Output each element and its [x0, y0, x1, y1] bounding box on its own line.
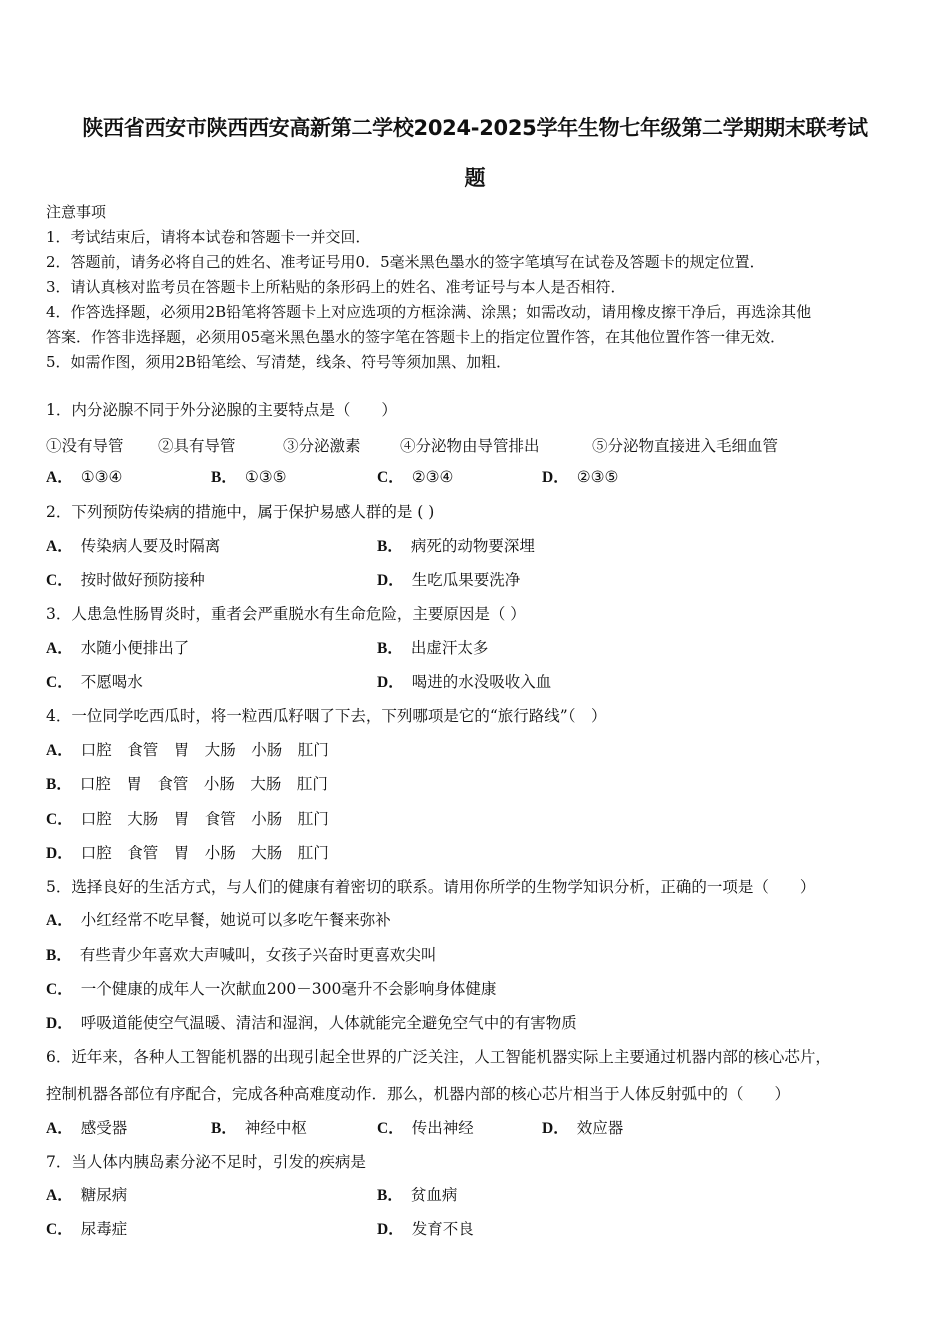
- page-title-continued: 题: [464, 166, 486, 190]
- option-key: C．: [46, 981, 73, 998]
- notice-item: 4．作答选择题，必须用2B铅笔将答题卡上对应选项的方框涂满、涂黑；如需改动，请用橡皮擦干净后，再选涂其他: [46, 303, 812, 321]
- q4-option-a[interactable]: [46, 740, 329, 761]
- q6-option-b[interactable]: [211, 1118, 307, 1139]
- notice-item: 5．如需作图，须用2B铅笔绘、写清楚，线条、符号等须加黑、加粗．: [46, 353, 512, 371]
- option-key: B．: [46, 947, 72, 964]
- option-text: 传出神经: [411, 1119, 474, 1137]
- option-text: 传染病人要及时隔离: [80, 537, 221, 555]
- option-text: 糖尿病: [80, 1186, 128, 1204]
- option-text: 尿毒症: [80, 1220, 128, 1238]
- q3-option-c[interactable]: [46, 672, 143, 693]
- option-key: D．: [542, 469, 569, 486]
- q7-option-b[interactable]: [377, 1185, 457, 1206]
- option-key: C．: [46, 572, 73, 589]
- q4-option-b[interactable]: [46, 774, 328, 795]
- q1-option-c[interactable]: [377, 467, 453, 488]
- q5-option-d[interactable]: [46, 1013, 577, 1034]
- q1-item: ①没有导管: [46, 437, 124, 455]
- option-text: 出虚汗太多: [410, 639, 489, 657]
- option-text: 呼吸道能使空气温暖、清洁和湿润，人体就能完全避免空气中的有害物质: [80, 1014, 577, 1032]
- option-key: D．: [377, 1221, 404, 1238]
- question-7-stem: 7．当人体内胰岛素分泌不足时，引发的疾病是: [46, 1153, 366, 1171]
- option-text: 口腔 食管 胃 大肠 小肠 肛门: [80, 741, 329, 759]
- q3-option-a[interactable]: [46, 638, 189, 659]
- q3-option-b[interactable]: [377, 638, 488, 659]
- option-text: 水随小便排出了: [80, 639, 190, 657]
- q2-option-d[interactable]: [377, 570, 520, 591]
- option-text: 喝进的水没吸收入血: [411, 673, 552, 691]
- option-text: 发育不良: [411, 1220, 474, 1238]
- option-key: A．: [46, 469, 73, 486]
- q1-item: ②具有导管: [158, 437, 236, 455]
- question-4-stem: 4．一位同学吃西瓜时，将一粒西瓜籽咽了下去，下列哪项是它的“旅行路线”（ ）: [46, 707, 607, 725]
- option-key: A．: [46, 1120, 73, 1137]
- q1-item: ④分泌物由导管排出: [400, 437, 540, 455]
- option-text: 口腔 食管 胃 小肠 大肠 肛门: [80, 844, 329, 862]
- page-title: 陕西省西安市陕西西安高新第二学校2024-2025学年生物七年级第二学期期末联考试: [82, 116, 868, 140]
- q1-option-a[interactable]: [46, 467, 122, 488]
- option-text: 有些青少年喜欢大声喊叫，女孩子兴奋时更喜欢尖叫: [79, 946, 437, 964]
- option-key: A．: [46, 640, 73, 657]
- q2-option-a[interactable]: [46, 536, 220, 557]
- option-text: 神经中枢: [244, 1119, 307, 1137]
- option-key: C．: [46, 811, 73, 828]
- option-key: A．: [46, 1187, 73, 1204]
- q5-option-a[interactable]: [46, 910, 391, 931]
- option-text: 口腔 大肠 胃 食管 小肠 肛门: [80, 810, 329, 828]
- option-text: 不愿喝水: [80, 673, 143, 691]
- option-key: C．: [46, 1221, 73, 1238]
- q7-option-c[interactable]: [46, 1219, 127, 1240]
- option-text: ②③⑤: [576, 468, 619, 486]
- q1-item: ③分泌激素: [283, 437, 361, 455]
- option-text: 按时做好预防接种: [80, 571, 205, 589]
- q7-option-d[interactable]: [377, 1219, 474, 1240]
- q2-option-c[interactable]: [46, 570, 205, 591]
- option-text: 小红经常不吃早餐，她说可以多吃午餐来弥补: [80, 911, 391, 929]
- q6-option-a[interactable]: [46, 1118, 127, 1139]
- notice-item: 3．请认真核对监考员在答题卡上所粘贴的条形码上的姓名、准考证号与本人是否相符．: [46, 278, 626, 296]
- notice-item: 答案．作答非选择题，必须用05毫米黑色墨水的签字笔在答题卡上的指定位置作答，在其他位置作答一律无效．: [46, 328, 786, 346]
- option-text: 感受器: [80, 1119, 128, 1137]
- option-key: A．: [46, 538, 73, 555]
- option-key: D．: [46, 845, 73, 862]
- option-text: 病死的动物要深埋: [410, 537, 535, 555]
- option-key: A．: [46, 742, 73, 759]
- option-key: B．: [377, 640, 403, 657]
- option-text: 生吃瓜果要洗净: [411, 571, 521, 589]
- option-key: D．: [377, 572, 404, 589]
- option-key: C．: [46, 674, 73, 691]
- question-6-stem: 6．近年来，各种人工智能机器的出现引起全世界的广泛关注，人工智能机器实际上主要通过机器内部的核心芯片，: [46, 1048, 831, 1066]
- question-5-stem: 5．选择良好的生活方式，与人们的健康有着密切的联系。请用你所学的生物学知识分析，正确的一项是（ ）: [46, 878, 816, 896]
- q4-option-d[interactable]: [46, 843, 329, 864]
- option-key: C．: [377, 469, 404, 486]
- notice-item: 1．考试结束后，请将本试卷和答题卡一并交回．: [46, 228, 371, 246]
- option-text: ①③④: [80, 468, 123, 486]
- option-key: A．: [46, 912, 73, 929]
- q1-option-b[interactable]: [211, 467, 287, 488]
- question-3-stem: 3．人患急性肠胃炎时，重者会严重脱水有生命危险，主要原因是（ ）: [46, 605, 526, 623]
- option-key: D．: [542, 1120, 569, 1137]
- option-key: D．: [46, 1015, 73, 1032]
- q6-option-c[interactable]: [377, 1118, 474, 1139]
- option-text: 贫血病: [410, 1186, 458, 1204]
- option-key: B．: [211, 469, 237, 486]
- question-1-stem: 1．内分泌腺不同于外分泌腺的主要特点是（ ）: [46, 401, 397, 419]
- option-key: D．: [377, 674, 404, 691]
- q5-option-b[interactable]: [46, 945, 436, 966]
- notice-item: 2．答题前，请务必将自己的姓名、准考证号用0．5毫米黑色墨水的签字笔填写在试卷及答题卡的规定位置．: [46, 253, 765, 271]
- q2-option-b[interactable]: [377, 536, 535, 557]
- q3-option-d[interactable]: [377, 672, 551, 693]
- option-text: ②③④: [411, 468, 454, 486]
- option-key: C．: [377, 1120, 404, 1137]
- q1-option-d[interactable]: [542, 467, 618, 488]
- q7-option-a[interactable]: [46, 1185, 127, 1206]
- q6-option-d[interactable]: [542, 1118, 623, 1139]
- q4-option-c[interactable]: [46, 809, 329, 830]
- option-text: 效应器: [576, 1119, 624, 1137]
- notice-heading: 注意事项: [46, 203, 107, 221]
- option-text: 口腔 胃 食管 小肠 大肠 肛门: [79, 775, 328, 793]
- question-2-stem: 2．下列预防传染病的措施中，属于保护易感人群的是 ( ): [46, 503, 435, 521]
- question-6-stem-continued: 控制机器各部位有序配合，完成各种高难度动作．那么，机器内部的核心芯片相当于人体反射弧中的（ ）: [46, 1085, 791, 1103]
- option-text: 一个健康的成年人一次献血200－300毫升不会影响身体健康: [80, 980, 497, 998]
- option-key: B．: [46, 776, 72, 793]
- q5-option-c[interactable]: [46, 979, 496, 1000]
- option-key: B．: [211, 1120, 237, 1137]
- q1-item: ⑤分泌物直接进入毛细血管: [592, 437, 779, 455]
- option-text: ①③⑤: [244, 468, 287, 486]
- option-key: B．: [377, 538, 403, 555]
- option-key: B．: [377, 1187, 403, 1204]
